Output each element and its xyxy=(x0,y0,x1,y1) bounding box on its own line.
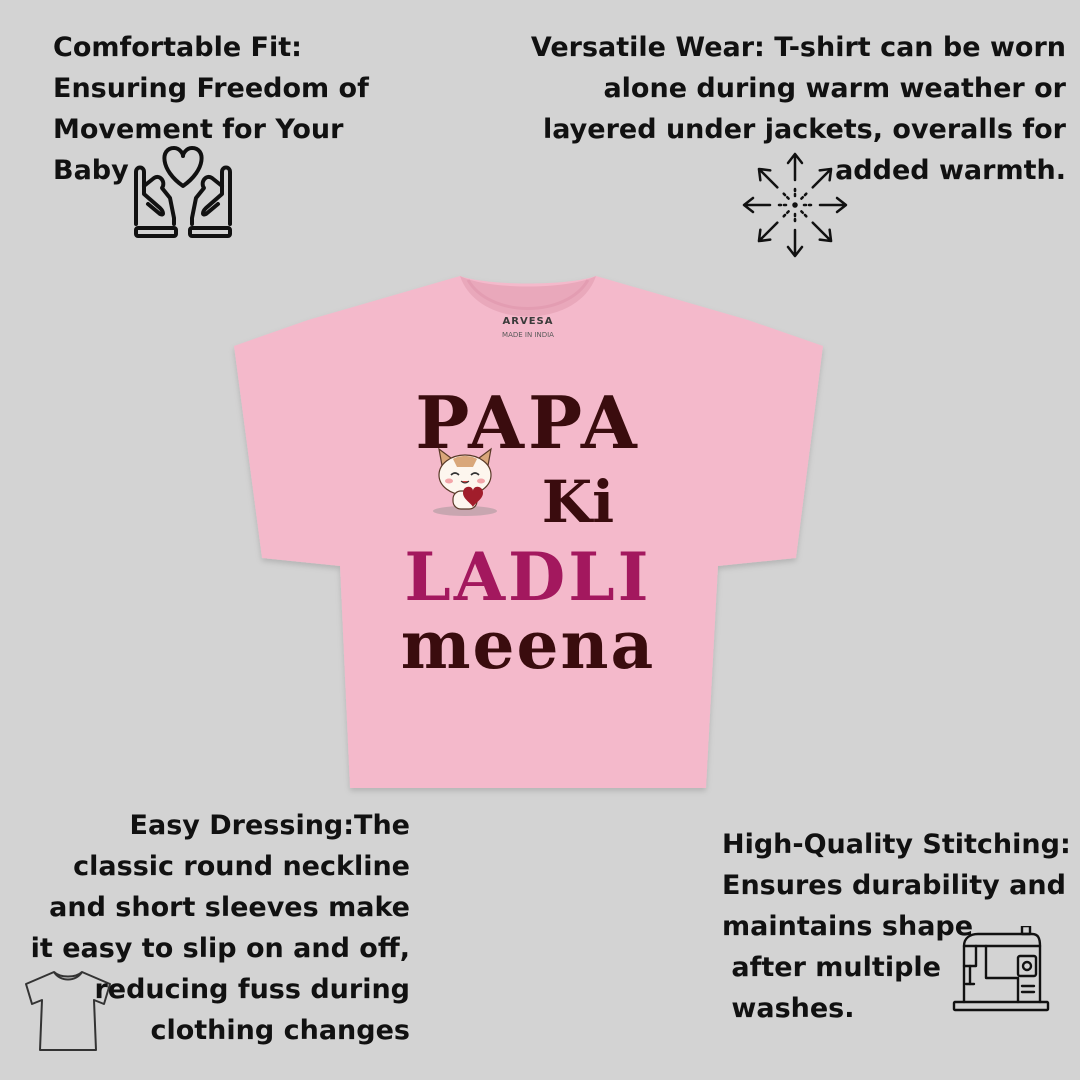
feature-line: classic round neckline xyxy=(73,851,410,882)
feature-line: and short sleeves make xyxy=(49,892,410,923)
feature-line: Baby xyxy=(53,155,129,186)
tshirt-outline-icon xyxy=(20,968,116,1054)
feature-line: maintains shape xyxy=(722,911,974,942)
print-text-ki: Ki xyxy=(541,468,615,536)
feature-line: it easy to slip on and off, xyxy=(30,933,410,964)
feature-line: Movement for Your xyxy=(53,114,344,145)
feature-line: Ensuring Freedom of xyxy=(53,73,369,104)
feature-line: Versatile Wear: T-shirt can be worn xyxy=(530,32,1066,63)
product-tshirt-image xyxy=(228,268,828,798)
feature-line: Easy Dressing:The xyxy=(129,810,410,841)
made-in-label: MADE IN INDIA xyxy=(502,331,554,339)
feature-line: High-Quality Stitching: xyxy=(722,829,1071,860)
feature-line: washes. xyxy=(722,993,855,1024)
brand-label: ARVESA xyxy=(502,316,554,327)
expand-arrows-icon xyxy=(740,150,850,260)
feature-line: Ensures durability and xyxy=(722,870,1066,901)
feature-line: layered under jackets, overalls for xyxy=(543,114,1066,145)
feature-line: after multiple xyxy=(722,952,941,983)
hands-heart-icon xyxy=(130,142,236,242)
print-text-ladli: LADLI xyxy=(404,538,652,616)
sewing-machine-icon xyxy=(952,926,1052,1014)
feature-line: Comfortable Fit: xyxy=(53,32,302,63)
print-text-meena: meena xyxy=(400,606,656,684)
print-text-papa: PAPA xyxy=(415,380,641,465)
feature-line: added warmth. xyxy=(835,155,1066,186)
feature-line: reducing fuss during xyxy=(94,974,410,1005)
feature-line: alone during warm weather or xyxy=(603,73,1066,104)
feature-line: clothing changes xyxy=(150,1015,410,1046)
